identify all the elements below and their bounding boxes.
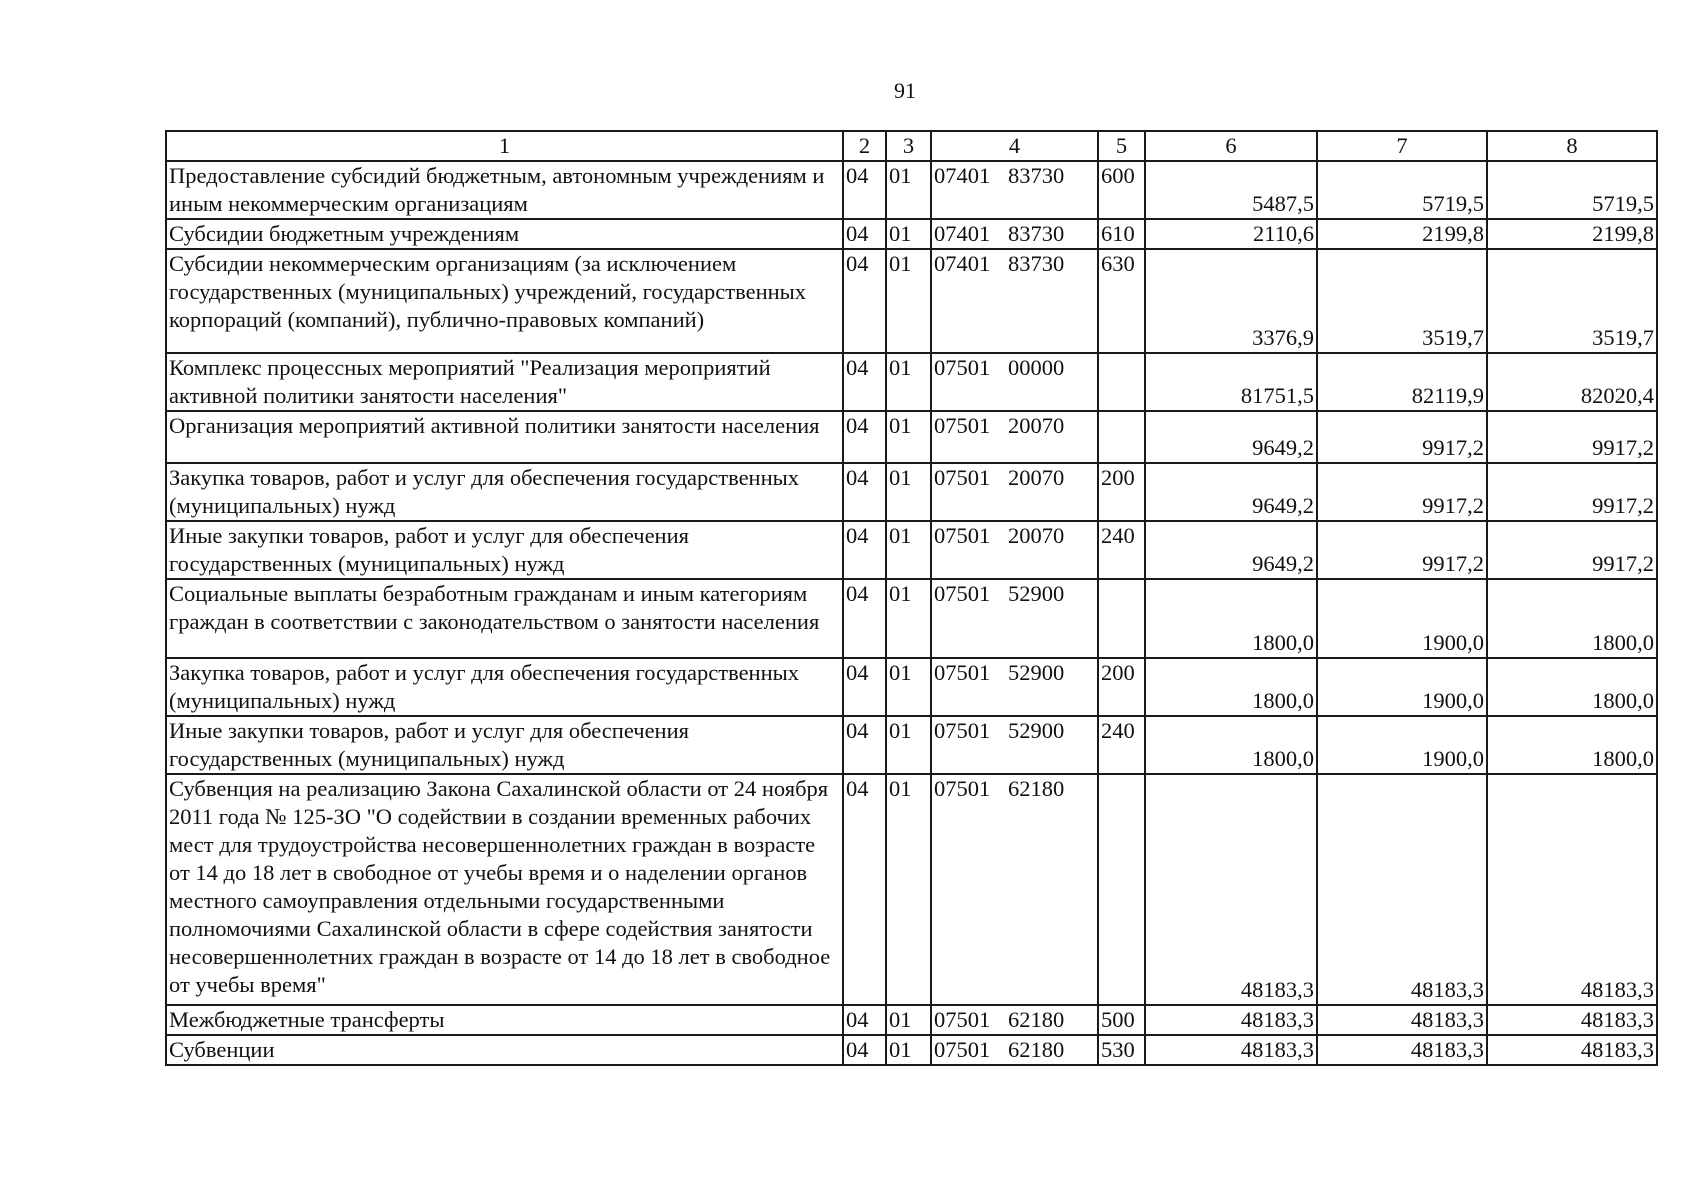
row-section-code: 04 [843, 521, 886, 579]
row-target-article [931, 161, 1098, 219]
row-subsection-code: 01 [886, 353, 931, 411]
row-subsection-code: 01 [886, 249, 931, 353]
row-value-col7: 5719,5 [1317, 161, 1487, 219]
row-target-article-direction: 62180 [1008, 776, 1065, 801]
row-value-col6: 1800,0 [1145, 579, 1317, 658]
row-target-article [931, 353, 1098, 411]
row-value-col6: 9649,2 [1145, 521, 1317, 579]
table-row [166, 411, 1657, 463]
table-row [166, 774, 1657, 1005]
row-target-article [931, 521, 1098, 579]
header-col-1: 1 [166, 131, 843, 161]
row-target-article-direction: 00000 [1008, 355, 1065, 380]
row-name: Предоставление субсидий бюджетным, автономным учреждениям и иным некоммерческим организациям [166, 161, 843, 219]
row-expense-type: 200 [1098, 658, 1145, 716]
row-expense-type [1098, 579, 1145, 658]
row-name: Организация мероприятий активной политики занятости населения [166, 411, 843, 463]
row-value-col7: 48183,3 [1317, 1035, 1487, 1065]
row-expense-type: 240 [1098, 716, 1145, 774]
row-target-article [931, 1005, 1098, 1035]
table-row [166, 521, 1657, 579]
row-value-col6: 2110,6 [1145, 219, 1317, 249]
page-number: 91 [894, 78, 916, 103]
header-col-2: 2 [843, 131, 886, 161]
row-name: Социальные выплаты безработным гражданам и иным категориям граждан в соответствии с законодательством о занятости населения [166, 579, 843, 658]
row-expense-type: 600 [1098, 161, 1145, 219]
row-subsection-code: 01 [886, 774, 931, 1005]
row-section-code: 04 [843, 579, 886, 658]
row-target-article [931, 249, 1098, 353]
row-value-col8: 1800,0 [1487, 579, 1657, 658]
row-target-article [931, 774, 1098, 1005]
row-target-article-program: 07401 [934, 221, 991, 246]
row-expense-type: 200 [1098, 463, 1145, 521]
row-subsection-code: 01 [886, 1005, 931, 1035]
row-section-code: 04 [843, 219, 886, 249]
header-col-7: 7 [1317, 131, 1487, 161]
row-subsection-code: 01 [886, 716, 931, 774]
row-target-article-program: 07501 [934, 413, 991, 438]
row-target-article [931, 411, 1098, 463]
row-name: Иные закупки товаров, работ и услуг для обеспечения государственных (муниципальных) нужд [166, 716, 843, 774]
row-target-article-direction: 62180 [1008, 1037, 1065, 1062]
row-value-col8: 3519,7 [1487, 249, 1657, 353]
row-value-col7: 1900,0 [1317, 716, 1487, 774]
row-target-article-program: 07501 [934, 776, 991, 801]
row-target-article-direction: 83730 [1008, 221, 1065, 246]
row-target-article-program: 07501 [934, 581, 991, 606]
row-value-col6: 5487,5 [1145, 161, 1317, 219]
header-col-6: 6 [1145, 131, 1317, 161]
table-row [166, 1035, 1657, 1065]
row-target-article-program: 07501 [934, 718, 991, 743]
table-row [166, 353, 1657, 411]
row-target-article [931, 658, 1098, 716]
row-value-col7: 1900,0 [1317, 579, 1487, 658]
row-value-col7: 82119,9 [1317, 353, 1487, 411]
row-value-col6: 81751,5 [1145, 353, 1317, 411]
row-target-article-program: 07401 [934, 163, 991, 188]
row-target-article-direction: 20070 [1008, 465, 1065, 490]
row-expense-type: 530 [1098, 1035, 1145, 1065]
row-section-code: 04 [843, 249, 886, 353]
row-target-article-direction: 20070 [1008, 523, 1065, 548]
row-value-col8: 2199,8 [1487, 219, 1657, 249]
table-row [166, 658, 1657, 716]
row-value-col6: 9649,2 [1145, 411, 1317, 463]
table-row [166, 579, 1657, 658]
row-expense-type: 610 [1098, 219, 1145, 249]
row-section-code: 04 [843, 1035, 886, 1065]
row-target-article [931, 1035, 1098, 1065]
row-target-article-program: 07501 [934, 523, 991, 548]
table-row [166, 161, 1657, 219]
row-name: Субвенции [166, 1035, 843, 1065]
row-value-col7: 9917,2 [1317, 521, 1487, 579]
row-target-article-direction: 83730 [1008, 251, 1065, 276]
row-target-article [931, 219, 1098, 249]
row-value-col6: 9649,2 [1145, 463, 1317, 521]
row-subsection-code: 01 [886, 1035, 931, 1065]
header-row [166, 131, 1657, 161]
row-value-col8: 9917,2 [1487, 411, 1657, 463]
row-expense-type: 240 [1098, 521, 1145, 579]
row-section-code: 04 [843, 161, 886, 219]
row-section-code: 04 [843, 1005, 886, 1035]
row-target-article-direction: 20070 [1008, 413, 1065, 438]
row-name: Субсидии бюджетным учреждениям [166, 219, 843, 249]
row-value-col8: 5719,5 [1487, 161, 1657, 219]
row-name: Иные закупки товаров, работ и услуг для обеспечения государственных (муниципальных) нужд [166, 521, 843, 579]
table-row [166, 219, 1657, 249]
row-target-article-program: 07401 [934, 251, 991, 276]
row-value-col6: 48183,3 [1145, 774, 1317, 1005]
row-value-col6: 3376,9 [1145, 249, 1317, 353]
row-section-code: 04 [843, 716, 886, 774]
row-subsection-code: 01 [886, 411, 931, 463]
row-subsection-code: 01 [886, 521, 931, 579]
row-value-col7: 3519,7 [1317, 249, 1487, 353]
row-subsection-code: 01 [886, 219, 931, 249]
row-value-col8: 1800,0 [1487, 716, 1657, 774]
row-value-col6: 1800,0 [1145, 716, 1317, 774]
row-subsection-code: 01 [886, 161, 931, 219]
budget-table [165, 130, 1658, 1066]
row-expense-type: 500 [1098, 1005, 1145, 1035]
row-subsection-code: 01 [886, 579, 931, 658]
row-value-col8: 48183,3 [1487, 774, 1657, 1005]
header-col-8: 8 [1487, 131, 1657, 161]
row-section-code: 04 [843, 658, 886, 716]
row-value-col6: 48183,3 [1145, 1005, 1317, 1035]
row-value-col7: 2199,8 [1317, 219, 1487, 249]
row-value-col8: 48183,3 [1487, 1005, 1657, 1035]
row-name: Субсидии некоммерческим организациям (за исключением государственных (муниципальных) учреждений, государственных корпораций (компаний), публично-правовых компаний) [166, 249, 843, 353]
header-col-5: 5 [1098, 131, 1145, 161]
header-col-4: 4 [931, 131, 1098, 161]
row-expense-type [1098, 353, 1145, 411]
header-col-3: 3 [886, 131, 931, 161]
row-value-col7: 9917,2 [1317, 463, 1487, 521]
row-value-col8: 1800,0 [1487, 658, 1657, 716]
table-row [166, 463, 1657, 521]
row-target-article-program: 07501 [934, 1037, 991, 1062]
row-value-col6: 1800,0 [1145, 658, 1317, 716]
row-target-article-program: 07501 [934, 660, 991, 685]
row-target-article-program: 07501 [934, 355, 991, 380]
row-name: Закупка товаров, работ и услуг для обеспечения государственных (муниципальных) нужд [166, 463, 843, 521]
row-value-col7: 48183,3 [1317, 774, 1487, 1005]
row-expense-type: 630 [1098, 249, 1145, 353]
row-section-code: 04 [843, 463, 886, 521]
row-expense-type [1098, 411, 1145, 463]
row-value-col7: 9917,2 [1317, 411, 1487, 463]
table-row [166, 249, 1657, 353]
row-target-article-direction: 83730 [1008, 163, 1065, 188]
row-section-code: 04 [843, 774, 886, 1005]
row-value-col7: 48183,3 [1317, 1005, 1487, 1035]
row-target-article-program: 07501 [934, 1007, 991, 1032]
row-name: Закупка товаров, работ и услуг для обеспечения государственных (муниципальных) нужд [166, 658, 843, 716]
row-subsection-code: 01 [886, 658, 931, 716]
table-row [166, 716, 1657, 774]
row-name: Субвенция на реализацию Закона Сахалинской области от 24 ноября 2011 года № 125-ЗО "О содействии в создании временных рабочих мест для трудоустройства несовершеннолетних граждан в возрасте от 14 до 18 лет в свободное от учебы время и о наделении органов местного самоуправления отдельными государственными полномочиями Сахалинской области в сфере содействия занятости несовершеннолетних граждан в возрасте от 14 до 18 лет в свободное от учебы время" [166, 774, 843, 1005]
table-body [166, 161, 1657, 1065]
row-target-article-direction: 62180 [1008, 1007, 1065, 1032]
row-target-article [931, 463, 1098, 521]
row-target-article-direction: 52900 [1008, 718, 1065, 743]
row-value-col8: 9917,2 [1487, 463, 1657, 521]
row-section-code: 04 [843, 353, 886, 411]
row-value-col7: 1900,0 [1317, 658, 1487, 716]
row-value-col6: 48183,3 [1145, 1035, 1317, 1065]
row-target-article-direction: 52900 [1008, 581, 1065, 606]
row-target-article-program: 07501 [934, 465, 991, 490]
row-name: Межбюджетные трансферты [166, 1005, 843, 1035]
row-section-code: 04 [843, 411, 886, 463]
row-target-article [931, 579, 1098, 658]
row-value-col8: 9917,2 [1487, 521, 1657, 579]
row-expense-type [1098, 774, 1145, 1005]
row-subsection-code: 01 [886, 463, 931, 521]
row-name: Комплекс процессных мероприятий "Реализация мероприятий активной политики занятости населения" [166, 353, 843, 411]
table-row [166, 1005, 1657, 1035]
row-target-article [931, 716, 1098, 774]
row-value-col8: 82020,4 [1487, 353, 1657, 411]
row-value-col8: 48183,3 [1487, 1035, 1657, 1065]
row-target-article-direction: 52900 [1008, 660, 1065, 685]
